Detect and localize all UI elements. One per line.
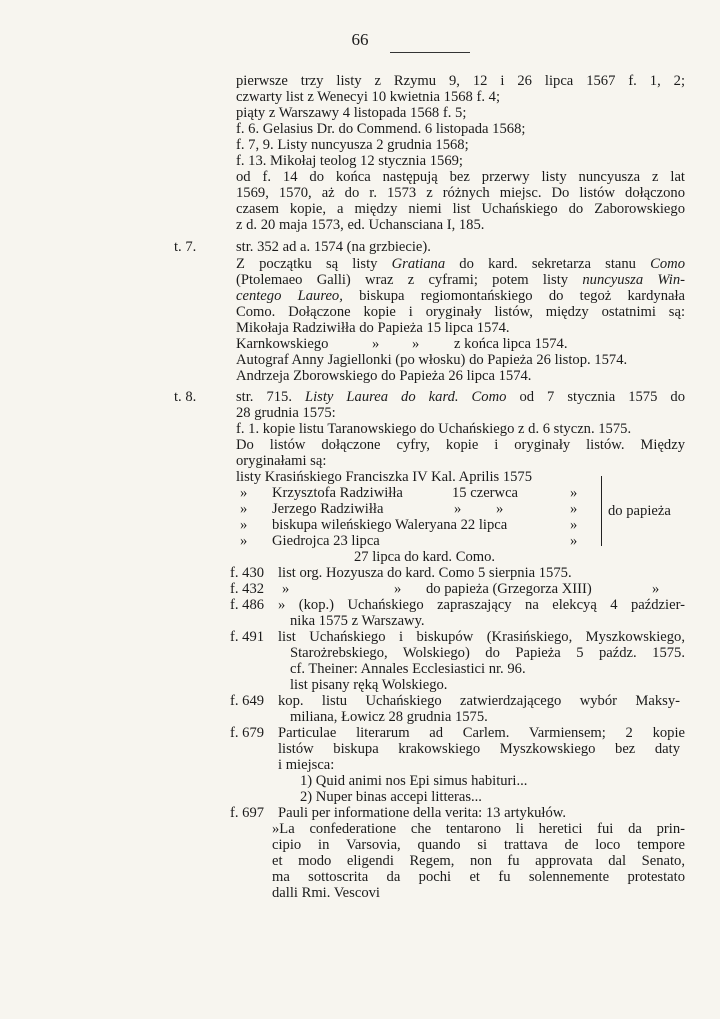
text-line: oryginałami są: (236, 453, 327, 469)
text-line: i miejsca: (278, 757, 335, 773)
brace-label: do papieża (608, 503, 671, 519)
page-number: 66 (351, 30, 369, 49)
ditto-mark: » (570, 485, 578, 501)
text-line: Mikołaja Radziwiłła do Papieża 15 lipca 1574. (236, 320, 510, 336)
ditto-mark: » (372, 336, 380, 352)
text-line: list pisany ręką Wolskiego. (290, 677, 448, 693)
ditto-mark: » (412, 336, 420, 352)
ditto-mark: » (454, 501, 462, 517)
text-line: listy Krasińskiego Franciszka IV Kal. Aprilis 1575 (236, 469, 533, 485)
ditto-mark: » (652, 581, 660, 597)
text-line: czwarty list z Wenecyi 10 kwietnia 1568 f. 4; (236, 89, 501, 105)
text-line: 1) Quid animi nos Epi simus habituri... (300, 773, 528, 789)
text-line: Karnkowskiego (236, 336, 329, 352)
text-line: (Ptolemaeo Galli) wraz z cyframi; potem listy nuncyusza Win- (236, 272, 685, 288)
text-line: 27 lipca do kard. Como. (354, 549, 496, 565)
volume-heading: str. 352 ad a. 1574 (na grzbiecie). (236, 239, 431, 255)
text-line: Z początku są listy Gratiana do kard. sekretarza stanu Como (236, 256, 686, 272)
text-line: czasem kopie, a między niemi list Uchańskiego do Zaborowskiego (236, 201, 685, 217)
text-line: 1569, 1570, aż do r. 1573 z różnych miejsc. Do listów dołączono (236, 185, 685, 201)
text-line: Como. Dołączone kopie i oryginały listów, między ostatnimi są: (236, 304, 685, 320)
text-line: cf. Theiner: Annales Ecclesiastici nr. 96. (290, 661, 526, 677)
text-line: listów biskupa krakowskiego Myszkowskiego bez daty (278, 741, 680, 757)
text-line: piąty z Warszawy 4 listopada 1568 f. 5; (236, 105, 467, 121)
text-line: 15 czerwca (452, 485, 519, 501)
text-line: Giedrojca 23 lipca (272, 533, 380, 549)
ditto-mark: » (570, 501, 578, 517)
text-line: f. 1. kopie listu Taranowskiego do Uchańskiego z d. 6 styczn. 1575. (236, 421, 632, 437)
volume-label: t. 8. (174, 389, 197, 405)
text-line: f. 13. Mikołaj teolog 12 stycznia 1569; (236, 153, 463, 169)
text-line: dalli Rmi. Vescovi (272, 885, 380, 901)
brace (595, 476, 602, 546)
text-line: pierwsze trzy listy z Rzymu 9, 12 i 26 lipca 1567 f. 1, 2; (236, 73, 685, 89)
folio-number: f. 491 (230, 629, 265, 645)
ditto-mark: » (240, 501, 248, 517)
text-line: Pauli per informatione della verita: 13 artykułów. (278, 805, 567, 821)
text-line: biskupa wileńskiego Waleryana 22 lipca (272, 517, 508, 533)
text-line: od f. 14 do końca następują bez przerwy listy nuncyusza z lat (236, 169, 685, 185)
text-line: kop. listu Uchańskiego zatwierdzającego wybór Maksy- (278, 693, 680, 709)
text-line: Do listów dołączone cyfry, kopie i oryginały listów. Między (236, 437, 685, 453)
text-line: miliana, Łowicz 28 grudnia 1575. (290, 709, 488, 725)
ditto-mark: » (240, 485, 248, 501)
ditto-mark: » (282, 581, 290, 597)
ditto-mark: » (240, 517, 248, 533)
ditto-mark: » (240, 533, 248, 549)
text-line: do papieża (Grzegorza XIII) (426, 581, 592, 597)
text-line: » (kop.) Uchańskiego zapraszający na elekcyą 4 paździer- (278, 597, 685, 613)
ditto-mark: » (570, 533, 578, 549)
text-line: z końca lipca 1574. (454, 336, 568, 352)
folio-number: f. 679 (230, 725, 265, 741)
text-line: »La confederatione che tentarono li heretici fui da prin- (272, 821, 685, 837)
text-line: ma sottoscrita da pochi et fu solennemente protestato (272, 869, 685, 885)
text-line: Autograf Anny Jagiellonki (po włosku) do Papieża 26 listop. 1574. (236, 352, 628, 368)
volume-label: t. 7. (174, 239, 197, 255)
text-line: Starożrebskiego, Wolskiego) do Papieża 5 paźdz. 1575. (290, 645, 685, 661)
text-line: f. 7, 9. Listy nuncyusza 2 grudnia 1568; (236, 137, 469, 153)
folio-number: f. 430 (230, 565, 265, 581)
text-line: Krzysztofa Radziwiłła (272, 485, 403, 501)
text-line: z d. 20 maja 1573, ed. Uchansciana I, 185. (236, 217, 485, 233)
text-line: Jerzego Radziwiłła (272, 501, 384, 517)
text-line: list org. Hozyusza do kard. Como 5 sierpnia 1575. (278, 565, 572, 581)
text-line: Andrzeja Zborowskiego do Papieża 26 lipca 1574. (236, 368, 532, 384)
folio-number: f. 697 (230, 805, 265, 821)
folio-number: f. 432 (230, 581, 265, 597)
text-line: Particulae literarum ad Carlem. Varmiensem; 2 kopie (278, 725, 685, 741)
text-line: cipio in Varsovia, quando si trattava de loco tempore (272, 837, 685, 853)
text-line: 28 grudnia 1575: (236, 405, 336, 421)
folio-number: f. 649 (230, 693, 265, 709)
ditto-mark: » (496, 501, 504, 517)
text-line: et modo eligendi Regem, non fu approvata dal Senato, (272, 853, 685, 869)
folio-number: f. 486 (230, 597, 265, 613)
text-line: 2) Nuper binas accepi litteras... (300, 789, 482, 805)
volume-heading: str. 715. Listy Laurea do kard. Como od 7 stycznia 1575 do (236, 389, 685, 405)
ditto-mark: » (570, 517, 578, 533)
text-line: centego Laureo, biskupa regiomontańskiego do tegoż kardynała (236, 288, 685, 304)
text-line: nika 1575 z Warszawy. (290, 613, 425, 629)
text-line: f. 6. Gelasius Dr. do Commend. 6 listopada 1568; (236, 121, 526, 137)
ditto-mark: » (394, 581, 402, 597)
text-line: list Uchańskiego i biskupów (Krasińskiego, Myszkowskiego, (278, 629, 685, 645)
